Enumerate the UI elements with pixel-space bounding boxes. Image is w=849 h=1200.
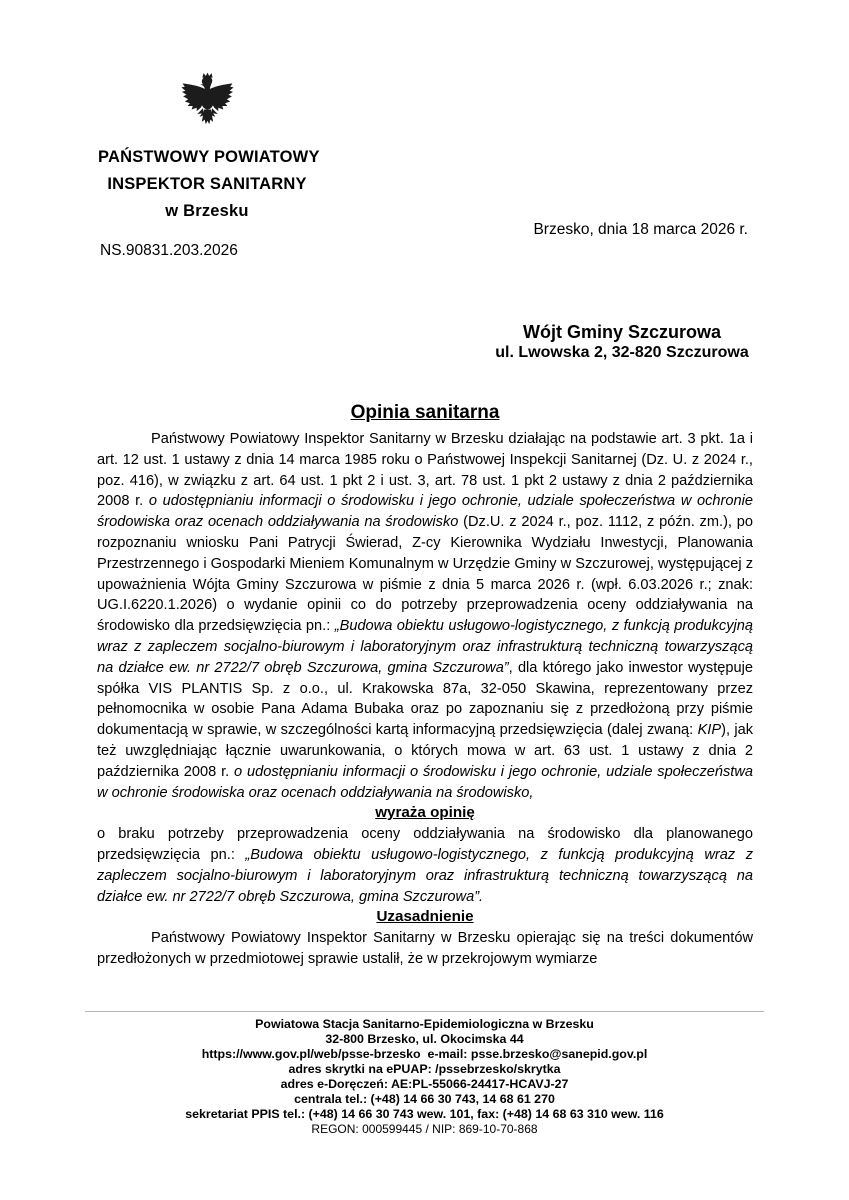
- addressee-block: [457, 322, 787, 363]
- footer-phone: centrala tel.: (+48) 14 66 30 743, 14 68 61 270: [294, 1092, 555, 1106]
- document-body: [97, 401, 753, 970]
- document-title: Opinia sanitarna: [350, 402, 500, 423]
- footer-edoreczenia: adres e-Doręczeń: AE:PL-55066-24417-HCAVJ-27: [280, 1077, 569, 1091]
- footer-block: [85, 1011, 764, 1137]
- paragraph-justification: Państwowy Powiatowy Inspektor Sanitarny w Brzesku opierając się na treści dokumentów przedłożonych w przedmiotowej sprawie ustalił, że w przekrojowym wymiarze: [97, 930, 753, 967]
- footer-org-name: Powiatowa Stacja Sanitarno-Epidemiologiczna w Brzesku: [255, 1017, 594, 1031]
- place-and-date: Brzesko, dnia 18 marca 2026 r.: [533, 221, 748, 238]
- org-name-line1: PAŃSTWOWY POWIATOWY: [98, 148, 320, 166]
- footer-epuap: adres skrytki na ePUAP: /pssebrzesko/skrytka: [288, 1062, 561, 1076]
- footer-web-email: https://www.gov.pl/web/psse-brzesko e-mail: psse.brzesko@sanepid.gov.pl: [201, 1047, 648, 1061]
- polish-eagle-emblem-icon: [179, 72, 236, 131]
- org-name-line3: w Brzesku: [165, 202, 249, 220]
- footer-secretariat: sekretariat PPIS tel.: (+48) 14 66 30 743 wew. 101, fax: (+48) 14 68 63 310 wew. 116: [185, 1107, 664, 1121]
- org-name-line2: INSPEKTOR SANITARNY: [107, 175, 307, 193]
- footer-regon-nip: REGON: 000599445 / NIP: 869-10-70-868: [311, 1122, 538, 1136]
- paragraph-legal-basis: Państwowy Powiatowy Inspektor Sanitarny w Brzesku działając na podstawie art. 3 pkt. 1a i art. 12 ust. 1 ustawy z dnia 14 marca 1985 roku o Państwowej Inspekcji Sanitarnej (Dz. U. z 2024 r., poz. 416), w związku z art. 64 ust. 1 pkt 2 i ust. 3, art. 78 ust. 1 pkt 2 ustawy z dnia 2 października 2008 r. o udostępnianiu informacji o środowisku i jego ochronie, udziale społeczeństwa w ochronie środowiska oraz ocenach oddziaływania na środowisko (Dz.U. z 2024 r., poz. 1112, z późn. zm.), po rozpoznaniu wniosku Pani Patrycji Świerad, Z-cy Kierownika Wydziału Inwestycji, Planowania Przestrzennego i Gospodarki Mieniem Komunalnym w Urzędzie Gminy w Szczurowej, występującej z upoważnienia Wójta Gminy Szczurowa w piśmie z dnia 5 marca 2026 r. (wpł. 6.03.2026 r.; znak: UG.I.6220.1.2026) o wydanie opinii co do potrzeby przeprowadzenia oceny oddziaływania na środowisko dla przedsięwzięcia pn.: „Budowa obiektu usługowo-logistycznego, z funkcją produkcyjną wraz z zapleczem socjalno-biurowym i laboratoryjnym oraz infrastrukturą techniczną towarzyszącą na działce ew. nr 2722/7 obręb Szczurowa, gmina Szczurowa”, dla którego jako inwestor występuje spółka VIS PLANTIS Sp. z o.o., ul. Krakowska 87a, 32-050 Skawina, reprezentowany przez pełnomocnika w osobie Pana Adama Bubaka oraz po zapoznaniu się z przedłożoną przy piśmie dokumentacją w sprawie, w szczególności kartą informacyjną przedsięwzięcia (dalej zwaną: KIP), jak też uwzględniając łącznie uwarunkowania, o których mowa w art. 63 ust. 1 ustawy z dnia 2 października 2008 r. o udostępnianiu informacji o środowisku i jego ochronie, udziale społeczeństwa w ochronie środowiska oraz ocenach oddziaływania na środowisko,: [97, 431, 754, 801]
- justification-heading: Uzasadnienie: [376, 908, 474, 926]
- reference-number: NS.90831.203.2026: [100, 242, 238, 259]
- addressee-address: ul. Lwowska 2, 32-820 Szczurowa: [495, 344, 749, 361]
- footer-address: 32-800 Brzesko, ul. Okocimska 44: [325, 1032, 524, 1046]
- paragraph-opinion: o braku potrzeby przeprowadzenia oceny oddziaływania na środowisko dla planowanego przedsięwzięcia pn.: „Budowa obiektu usługowo-logistycznego, z funkcją produkcyjną wraz z zapleczem socjalno-biurowym i laboratoryjnym oraz infrastrukturą techniczną towarzyszącą na działce ew. nr 2722/7 obręb Szczurowa, gmina Szczurowa”.: [97, 826, 753, 905]
- opinion-heading: wyraża opinię: [375, 804, 475, 822]
- addressee-name: Wójt Gminy Szczurowa: [522, 322, 722, 342]
- letterhead: [98, 72, 320, 225]
